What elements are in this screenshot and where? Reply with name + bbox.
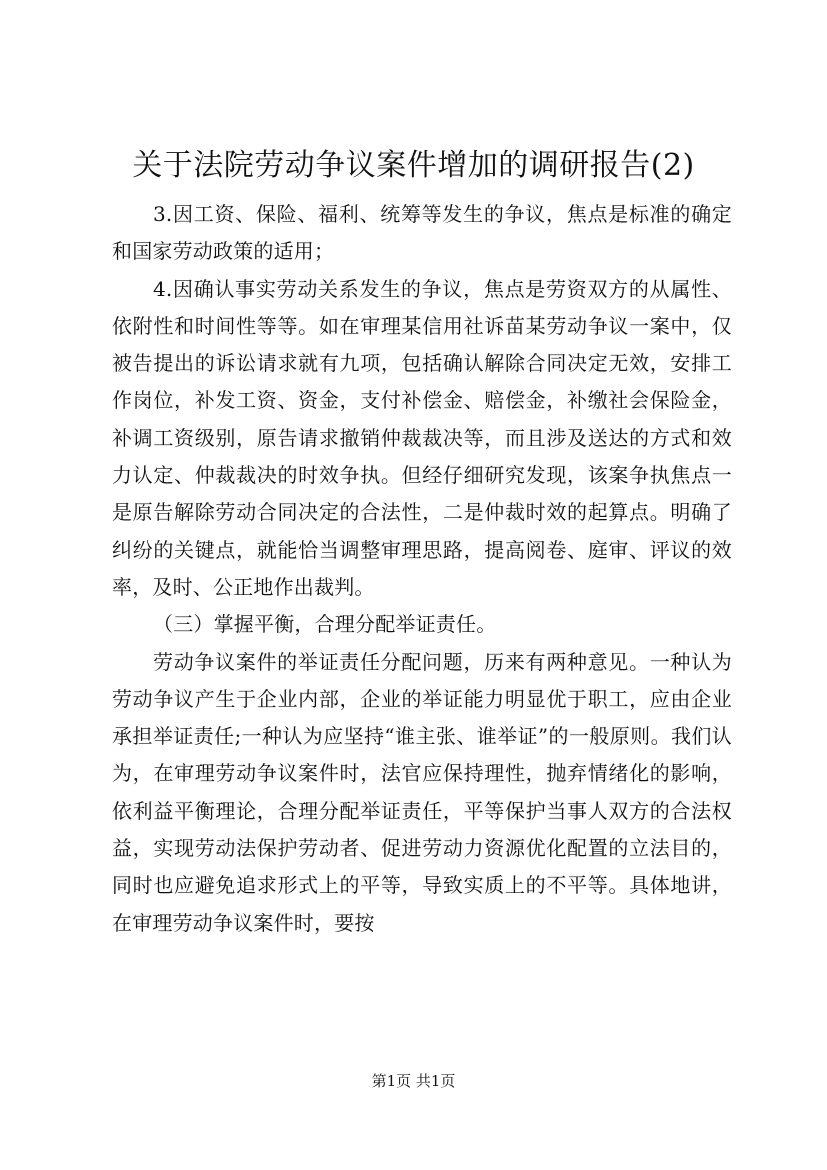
section-heading-burden-of-proof: （三）掌握平衡，合理分配举证责任。 <box>153 612 497 637</box>
page-footer: 第1页 共1页 <box>371 1072 456 1090</box>
paragraph-burden-of-proof: 劳动争议案件的举证责任分配问题，历来有两种意见。一种认为劳动争议产生于企业内部，企业的举证能力明显优于职工，应由企业承担举证责任;一种认为应坚持“谁主张、谁举证”的一般原则。我们认为，在审理劳动争议案件时，法官应保持理性，抛弃情绪化的影响，依利益平衡理论，合理分配举证责任，平等保护当事人双方的合法权益，实现劳动法保护劳动者、促进劳动力资源优化配置的立法目的，同时也应避免追求形式上的平等，导致实质上的不平等。具体地讲，在审理劳动争议案件时，要按 <box>112 649 732 935</box>
paragraph-wages-dispute: 3.因工资、保险、福利、统筹等发生的争议，焦点是标准的确定和国家劳动政策的适用； <box>112 202 732 264</box>
document-title: 关于法院劳动争议案件增加的调研报告(2) <box>132 148 695 183</box>
paragraph-labor-relation-dispute: 4.因确认事实劳动关系发生的争议，焦点是劳资双方的从属性、依附性和时间性等等。如在审理某信用社诉苗某劳动争议一案中，仅被告提出的诉讼请求就有九项，包括确认解除合同决定无效，安排工作岗位，补发工资、资金，支付补偿金、赔偿金，补缴社会保险金，补调工资级别，原告请求撤销仲裁裁决等，而且涉及送达的方式和效力认定、仲裁裁决的时效争执。但经仔细研究发现，该案争执焦点一是原告解除劳动合同决定的合法性，二是仲裁时效的起算点。明确了纠纷的关键点，就能恰当调整审理思路，提高阅卷、庭审、评议的效率，及时、公正地作出裁判。 <box>112 276 732 599</box>
document-body <box>112 196 732 942</box>
